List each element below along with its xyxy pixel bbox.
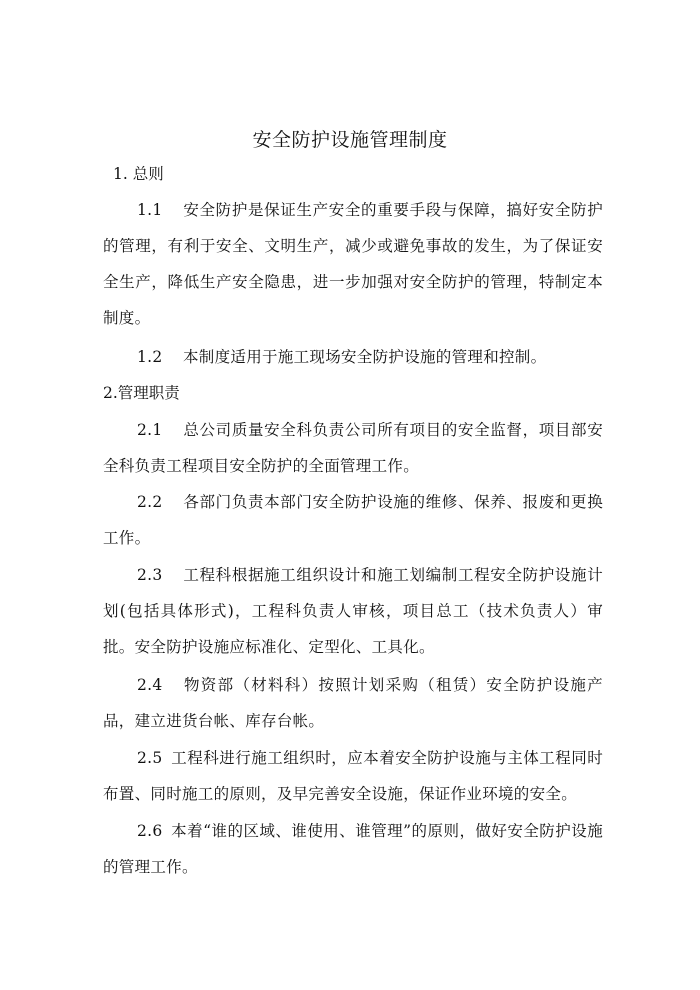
section-heading-general: 1. 总则 bbox=[113, 165, 164, 183]
clause-number: 1.2 bbox=[137, 348, 163, 366]
clause-2-2 bbox=[103, 484, 603, 556]
clause-2-4 bbox=[103, 667, 603, 739]
clause-text: 安全防护是保证生产安全的重要手段与保障，搞好安全防护的管理，有利于安全、文明生产，减少或避免事故的发生，为了保证安全生产，降低生产安全隐患，进一步加强对安全防护的管理，特制定本制度。 bbox=[103, 201, 603, 327]
clause-1-2 bbox=[103, 339, 603, 375]
clause-1-1 bbox=[103, 192, 603, 336]
page-title: 安全防护设施管理制度 bbox=[252, 129, 448, 151]
clause-text: 物资部（材料科）按照计划采购（租赁）安全防护设施产品，建立进货台帐、库存台帐。 bbox=[103, 676, 603, 730]
clause-2-1 bbox=[103, 412, 603, 484]
clause-text: 工程科根据施工组织设计和施工划编制工程安全防护设施计划(包括具体形式)，工程科负责人审核，项目总工（技术负责人）审批。安全防护设施应标准化、定型化、工具化。 bbox=[103, 566, 603, 656]
section-heading-responsibilities: 2.管理职责 bbox=[103, 384, 180, 402]
clause-number: 2.1 bbox=[137, 421, 163, 439]
clause-text: 总公司质量安全科负责公司所有项目的安全监督，项目部安全科负责工程项目安全防护的全面管理工作。 bbox=[103, 421, 603, 475]
clause-2-6 bbox=[103, 813, 603, 885]
clause-2-5 bbox=[103, 740, 603, 812]
clause-text: 各部门负责本部门安全防护设施的维修、保养、报废和更换工作。 bbox=[103, 493, 603, 547]
clause-number: 2.4 bbox=[137, 676, 163, 694]
clause-number: 2.2 bbox=[137, 493, 163, 511]
clause-text: 本制度适用于施工现场安全防护设施的管理和控制。 bbox=[183, 348, 547, 366]
clause-number: 1.1 bbox=[137, 201, 163, 219]
clause-text: 工程科进行施工组织时，应本着安全防护设施与主体工程同时布置、同时施工的原则，及早完善安全设施，保证作业环境的安全。 bbox=[103, 749, 603, 803]
clause-number: 2.5 bbox=[137, 749, 163, 767]
clause-2-3 bbox=[103, 557, 603, 665]
clause-number: 2.3 bbox=[137, 566, 163, 584]
clause-text: 本着“谁的区域、谁使用、谁管理”的原则，做好安全防护设施的管理工作。 bbox=[103, 822, 603, 876]
clause-number: 2.6 bbox=[137, 822, 163, 840]
